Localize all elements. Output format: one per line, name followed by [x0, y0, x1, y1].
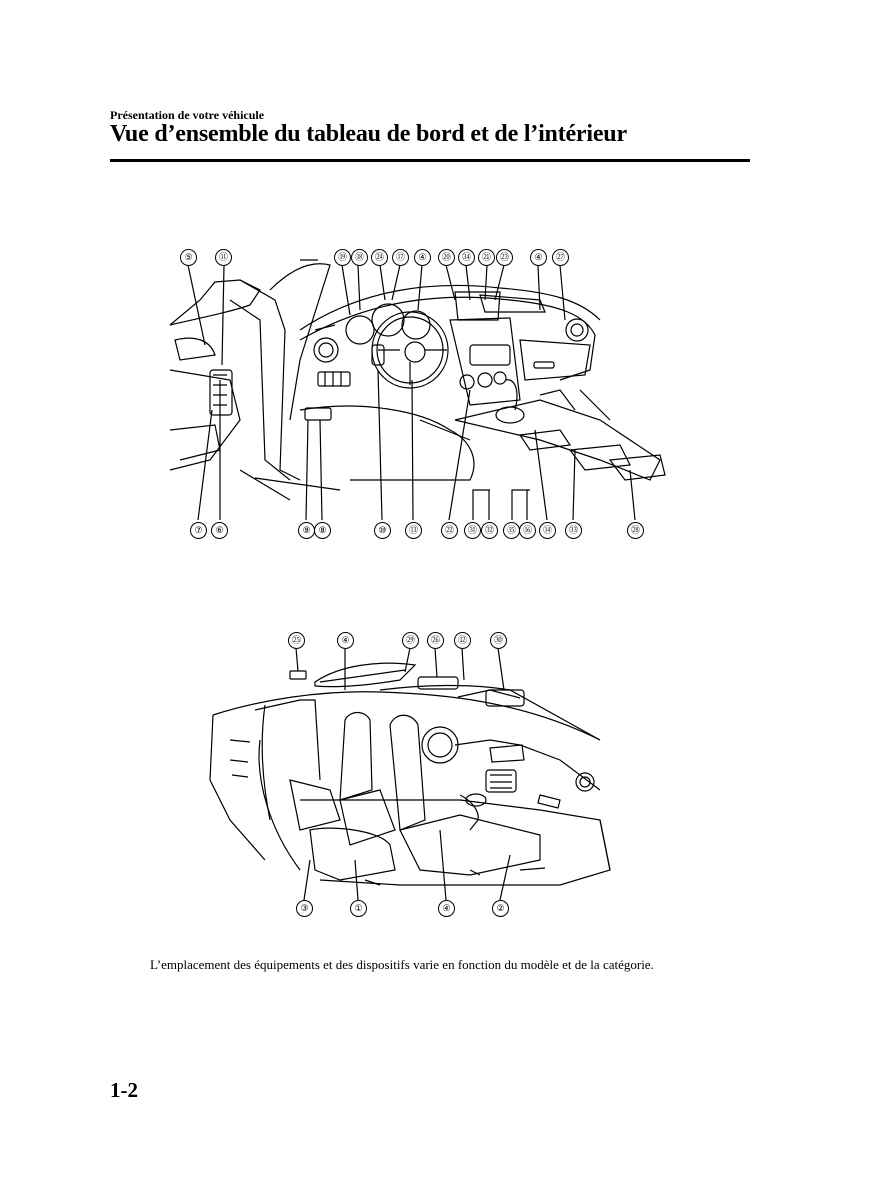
callout: ⑥	[211, 522, 228, 539]
callout: ㉚	[490, 632, 507, 649]
callout: ㉔	[371, 249, 388, 266]
page-number: 1-2	[110, 1078, 138, 1102]
callout: ㉗	[552, 249, 569, 266]
callout: ⑬	[405, 522, 422, 539]
callout: ④	[414, 249, 431, 266]
section-label: Présentation de votre véhicule	[110, 108, 265, 122]
callout: ㉘	[627, 522, 644, 539]
callout: ⑳	[438, 249, 455, 266]
callout: ④	[337, 632, 354, 649]
callout: ④	[438, 900, 455, 917]
callout: ⑮	[503, 522, 520, 539]
callout: ⑲	[334, 249, 351, 266]
callout: ⑨	[298, 522, 315, 539]
callout: ⑱	[351, 249, 368, 266]
callout: ㉙	[402, 632, 419, 649]
callout: ㉓	[496, 249, 513, 266]
callout: ①	[350, 900, 367, 917]
callout: ㉖	[427, 632, 444, 649]
callout: ⑧	[314, 522, 331, 539]
callout: ⑫	[454, 632, 471, 649]
callout: ⑭	[539, 522, 556, 539]
callout: ㉒	[441, 522, 458, 539]
callout: ⑪	[215, 249, 232, 266]
figure-caption: L’emplacement des équipements et des dispositifs varie en fonction du modèle et de la catégorie.	[150, 957, 654, 972]
callout: ㉜	[481, 522, 498, 539]
page-title: Vue d’ensemble du tableau de bord et de l’intérieur	[110, 121, 627, 147]
callout: ②	[492, 900, 509, 917]
callout: ㉛	[464, 522, 481, 539]
callout: ⑤	[180, 249, 197, 266]
callout: ㉞	[458, 249, 475, 266]
callout: ⑦	[190, 522, 207, 539]
callout: ㉕	[288, 632, 305, 649]
callout: ③	[296, 900, 313, 917]
callout: ⑯	[519, 522, 536, 539]
callout: ㉝	[565, 522, 582, 539]
callout: ⑰	[392, 249, 409, 266]
callout: ⑩	[374, 522, 391, 539]
callout: ④	[530, 249, 547, 266]
callout: ㉑	[478, 249, 495, 266]
